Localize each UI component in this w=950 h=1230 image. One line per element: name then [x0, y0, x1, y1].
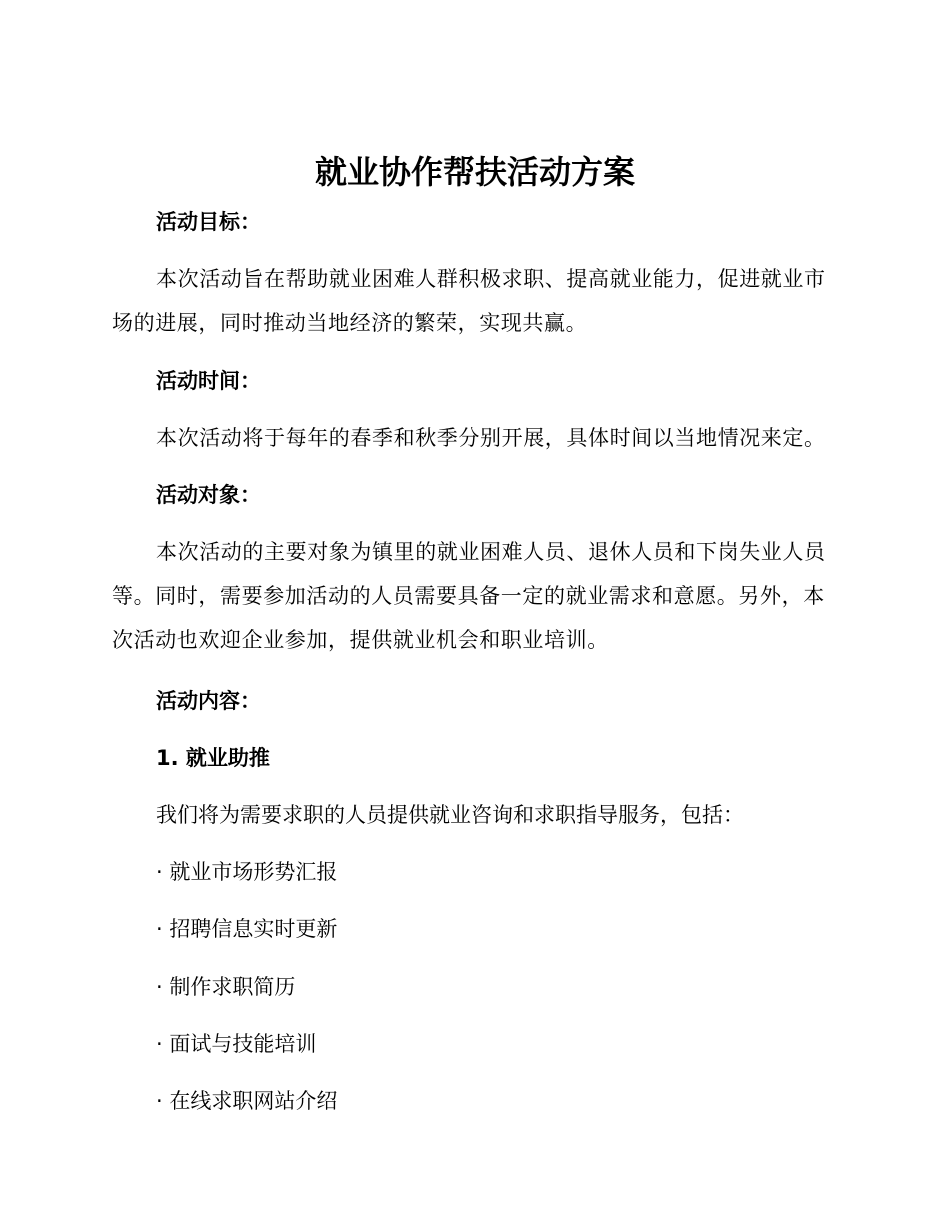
bullet-item: · 面试与技能培训 — [156, 1032, 317, 1056]
time-paragraph: 本次活动将于每年的春季和秋季分别开展，具体时间以当地情况来定。 — [156, 426, 826, 450]
target-paragraph: 本次活动的主要对象为镇里的就业困难人员、退休人员和下岗失业人员等。同时，需要参加活动的人员需要具备一定的就业需求和意愿。另外，本次活动也欢迎企业参加，提供就业机会和职业培训。 — [112, 540, 826, 652]
goal-paragraph: 本次活动旨在帮助就业困难人群积极求职、提高就业能力，促进就业市场的进展，同时推动当地经济的繁荣，实现共赢。 — [112, 267, 826, 335]
target-heading: 活动对象： — [156, 483, 261, 507]
content-heading: 活动内容： — [156, 689, 261, 713]
bullet-item: · 就业市场形势汇报 — [156, 860, 338, 884]
bullet-item: · 招聘信息实时更新 — [156, 917, 338, 941]
goal-heading: 活动目标： — [156, 210, 261, 234]
bullet-item: · 制作求职简历 — [156, 975, 296, 999]
document-title: 就业协作帮扶活动方案 — [314, 153, 635, 191]
subsection-intro-1: 我们将为需要求职的人员提供就业咨询和求职指导服务，包括： — [156, 803, 744, 827]
bullet-item: · 在线求职网站介绍 — [156, 1089, 338, 1113]
time-heading: 活动时间： — [156, 369, 261, 393]
subsection-heading-1: 1. 就业助推 — [156, 746, 270, 770]
